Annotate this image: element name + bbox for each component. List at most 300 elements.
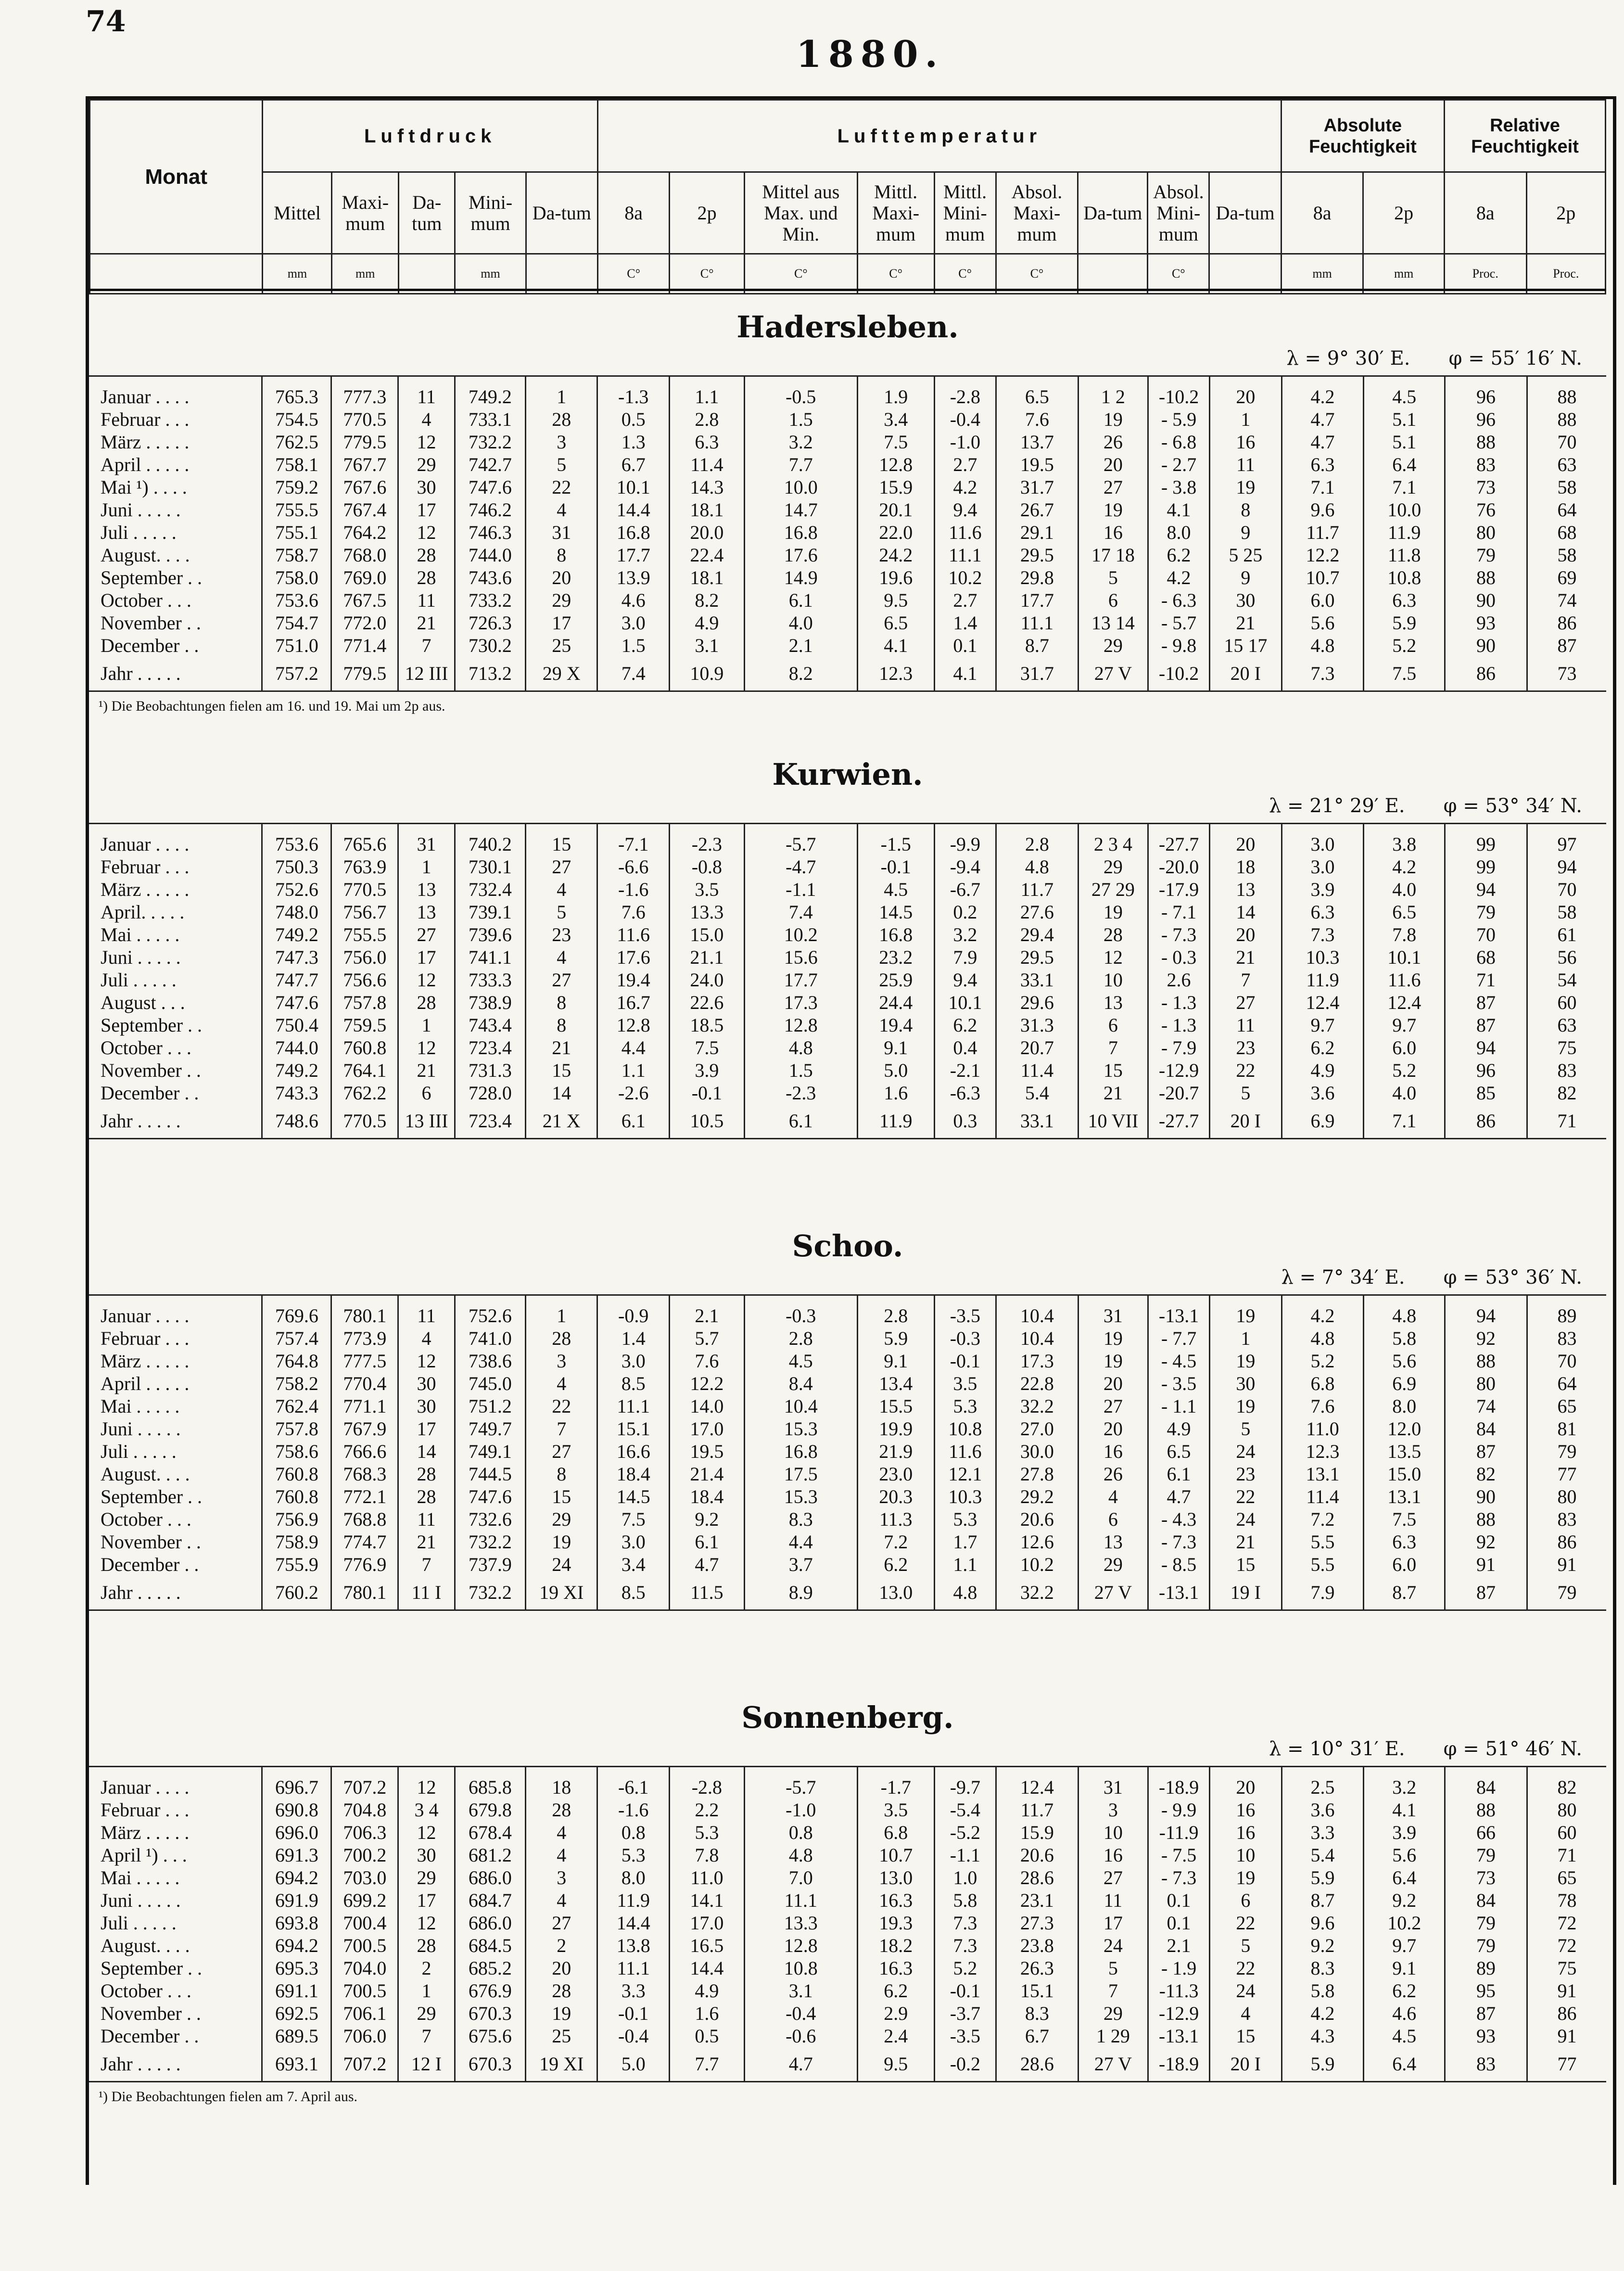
table-cell: 80	[1527, 1485, 1606, 1508]
table-cell: 10.3	[934, 1485, 996, 1508]
table-cell: 5.4	[996, 1082, 1078, 1104]
table-row	[89, 1531, 1606, 1553]
table-cell: 7	[398, 634, 455, 657]
table-cell: 23.8	[996, 1934, 1078, 1957]
month-label: Juni . . . . .	[101, 1889, 181, 1911]
month-label: December . .	[101, 2025, 199, 2047]
station-block	[89, 308, 1606, 721]
station-longitude: λ = 7° 34′ E.	[1281, 1266, 1405, 1289]
table-cell: 21	[398, 1059, 455, 1082]
table-cell: 82	[1527, 1082, 1606, 1104]
table-cell: -11.9	[1148, 1821, 1209, 1844]
table-row	[89, 1979, 1606, 2002]
table-cell: 28	[398, 1485, 455, 1508]
table-cell: 749.2	[455, 376, 525, 408]
unit-cell: C°	[934, 254, 996, 294]
table-cell: 770.5	[331, 408, 398, 431]
table-cell: 60	[1527, 991, 1606, 1014]
table-cell: 1	[1210, 1327, 1281, 1350]
station-name: Schoo.	[792, 1228, 903, 1263]
table-cell: 4.8	[744, 1844, 857, 1866]
table-cell: -0.8	[669, 855, 744, 878]
table-cell: -0.4	[744, 2002, 857, 2025]
station-block	[89, 755, 1606, 1139]
table-cell: 17 18	[1078, 544, 1148, 566]
table-cell: 8.5	[597, 1372, 669, 1395]
table-cell: 3.9	[1281, 878, 1364, 901]
table-row	[89, 521, 1606, 544]
table-cell: 22	[526, 476, 597, 498]
table-cell: 20	[526, 1957, 597, 1979]
table-cell: 29.6	[996, 991, 1078, 1014]
table-cell: 84	[1445, 1767, 1527, 1799]
table-cell: 27	[526, 1912, 597, 1934]
table-cell: 762.2	[331, 1082, 398, 1104]
table-cell: 91	[1527, 1553, 1606, 1576]
table-cell: 29.8	[996, 566, 1078, 589]
table-cell: 0.1	[1148, 1912, 1209, 1934]
table-cell: 58	[1527, 901, 1606, 923]
table-cell: 29.4	[996, 923, 1078, 946]
table-cell: 12.4	[1364, 991, 1445, 1014]
table-cell: 1 2	[1078, 376, 1148, 408]
table-cell: 24	[1210, 1440, 1281, 1463]
table-cell: 79	[1445, 1844, 1527, 1866]
year-total-row	[89, 657, 1606, 691]
table-cell: 706.3	[331, 1821, 398, 1844]
header-col: Mittel aus Max. und Min.	[745, 172, 858, 254]
table-cell: 691.3	[262, 1844, 331, 1866]
table-cell: 26	[1078, 1463, 1148, 1485]
table-cell: 99	[1445, 855, 1527, 878]
table-cell: 15.3	[744, 1485, 857, 1508]
table-cell: 768.8	[331, 1508, 398, 1531]
table-cell: 6.3	[1364, 589, 1445, 612]
table-cell: 6.2	[857, 1979, 934, 2002]
table-cell: 14.5	[857, 901, 934, 923]
table-cell: 10.2	[934, 566, 996, 589]
table-cell: 22.0	[857, 521, 934, 544]
station-name: Sonnenberg.	[741, 1700, 954, 1735]
table-cell: 763.9	[331, 855, 398, 878]
table-cell: 16.8	[744, 521, 857, 544]
table-cell: 684.7	[455, 1889, 525, 1912]
table-cell: 31.7	[996, 476, 1078, 498]
table-cell: 4	[398, 408, 455, 431]
table-cell: 23	[1210, 1036, 1281, 1059]
table-cell: 79	[1445, 1934, 1527, 1957]
month-label: Mai . . . . .	[101, 924, 180, 945]
table-cell: 15	[526, 824, 597, 856]
table-cell: 4.7	[1148, 1485, 1209, 1508]
header-luftdruck: Luftdruck	[263, 100, 598, 172]
table-cell: 743.6	[455, 566, 525, 589]
table-cell: 21	[1078, 1082, 1148, 1104]
table-cell: -2.6	[597, 1082, 669, 1104]
table-cell: - 9.9	[1148, 1799, 1209, 1821]
month-label: October . . .	[101, 1980, 191, 2002]
table-cell: 6.1	[1148, 1463, 1209, 1485]
table-cell: 757.4	[262, 1327, 331, 1350]
table-cell: -20.7	[1148, 1082, 1209, 1104]
table-cell: 780.1	[331, 1295, 398, 1327]
table-cell: 4.7	[669, 1553, 744, 1576]
table-row	[89, 612, 1606, 634]
table-cell: 14.4	[669, 1957, 744, 1979]
table-cell: 19	[1078, 901, 1148, 923]
table-cell: 11	[398, 589, 455, 612]
table-cell: -9.9	[934, 824, 996, 856]
table-cell: 3.3	[597, 1979, 669, 2002]
table-cell: 4.9	[669, 612, 744, 634]
table-cell: 14	[526, 1082, 597, 1104]
table-cell: 0.3	[934, 1104, 996, 1139]
table-cell: 25.9	[857, 969, 934, 991]
table-cell: 33.1	[996, 969, 1078, 991]
table-cell: 6	[1078, 1014, 1148, 1036]
table-cell: 83	[1527, 1508, 1606, 1531]
table-row	[89, 408, 1606, 431]
table-cell: 746.3	[455, 521, 525, 544]
table-cell: 16	[1210, 1799, 1281, 1821]
table-row	[89, 1440, 1606, 1463]
table-cell: 0.1	[934, 634, 996, 657]
table-cell: 11.6	[934, 1440, 996, 1463]
table-row	[89, 1417, 1606, 1440]
table-cell: 5.9	[857, 1327, 934, 1350]
table-cell: 5.4	[1281, 1844, 1364, 1866]
month-label: September . .	[101, 567, 203, 588]
table-cell: 87	[1445, 991, 1527, 1014]
table-cell: 14.0	[669, 1395, 744, 1417]
table-cell: 2.5	[1281, 1767, 1364, 1799]
table-cell: 9	[1210, 521, 1281, 544]
table-cell: 14	[398, 1440, 455, 1463]
table-cell: 4	[526, 1821, 597, 1844]
month-label: April . . . . .	[101, 454, 190, 475]
table-cell: 12.3	[857, 657, 934, 691]
table-cell: 12.8	[744, 1934, 857, 1957]
table-cell: 730.2	[455, 634, 525, 657]
table-cell: 6.9	[1281, 1104, 1364, 1139]
table-cell: 20.0	[669, 521, 744, 544]
table-cell: 733.1	[455, 408, 525, 431]
table-cell: - 7.5	[1148, 1844, 1209, 1866]
table-cell: 11.9	[1364, 521, 1445, 544]
table-cell: 17	[398, 498, 455, 521]
table-cell: 779.5	[331, 431, 398, 453]
table-cell: 3.4	[597, 1553, 669, 1576]
table-cell: 3.2	[1364, 1767, 1445, 1799]
table-cell: -0.6	[744, 2025, 857, 2047]
table-cell: 13	[1078, 991, 1148, 1014]
table-cell: 733.2	[455, 589, 525, 612]
table-cell: 764.8	[262, 1350, 331, 1372]
table-cell: 770.5	[331, 1104, 398, 1139]
table-cell: 68	[1445, 946, 1527, 969]
table-row	[89, 431, 1606, 453]
table-cell: 3	[526, 1866, 597, 1889]
table-cell: 30	[398, 1395, 455, 1417]
table-cell: 16	[1210, 431, 1281, 453]
table-cell: 690.8	[262, 1799, 331, 1821]
table-cell: 5.3	[669, 1821, 744, 1844]
table-cell: 4.4	[744, 1531, 857, 1553]
table-cell: 15.6	[744, 946, 857, 969]
table-cell: - 7.1	[1148, 901, 1209, 923]
table-row	[89, 969, 1606, 991]
table-cell: 706.0	[331, 2025, 398, 2047]
table-cell: 745.0	[455, 1372, 525, 1395]
table-cell: -10.2	[1148, 657, 1209, 691]
table-cell: 77	[1527, 2047, 1606, 2082]
table-cell: 9.1	[857, 1036, 934, 1059]
table-row	[89, 1889, 1606, 1912]
table-cell: 6	[1078, 1508, 1148, 1531]
month-label: August. . . .	[101, 1935, 190, 1956]
table-cell: 6.5	[857, 612, 934, 634]
table-cell: 7.5	[597, 1508, 669, 1531]
table-cell: 12	[398, 521, 455, 544]
table-cell: - 1.3	[1148, 991, 1209, 1014]
month-label: December . .	[101, 1082, 199, 1104]
table-cell: 723.4	[455, 1036, 525, 1059]
table-cell: 732.6	[455, 1508, 525, 1531]
table-row	[89, 1395, 1606, 1417]
month-label: November . .	[101, 612, 201, 634]
table-cell: 22	[1210, 1485, 1281, 1508]
table-cell: 5.3	[597, 1844, 669, 1866]
table-cell: 70	[1527, 878, 1606, 901]
table-cell: 24	[1210, 1508, 1281, 1531]
table-cell: 3.2	[934, 923, 996, 946]
table-cell: 19	[1078, 408, 1148, 431]
table-cell: 6.1	[669, 1531, 744, 1553]
table-cell: 767.5	[331, 589, 398, 612]
table-cell: 695.3	[262, 1957, 331, 1979]
table-cell: 10.3	[1281, 946, 1364, 969]
table-cell: 6.5	[1364, 901, 1445, 923]
table-cell: 25	[526, 634, 597, 657]
table-cell: 29.1	[996, 521, 1078, 544]
table-cell: 1.1	[934, 1553, 996, 1576]
table-cell: - 7.3	[1148, 1866, 1209, 1889]
table-cell: - 1.3	[1148, 1014, 1209, 1036]
table-cell: 740.2	[455, 824, 525, 856]
table-cell: -13.1	[1148, 1576, 1209, 1610]
table-cell: 10	[1078, 969, 1148, 991]
table-cell: -0.1	[934, 1979, 996, 2002]
table-cell: 64	[1527, 1372, 1606, 1395]
table-cell: 18.1	[669, 498, 744, 521]
table-cell: 18	[1210, 855, 1281, 878]
table-cell: 27	[398, 923, 455, 946]
table-cell: 700.5	[331, 1979, 398, 2002]
table-cell: 8	[526, 1463, 597, 1485]
table-cell: 63	[1527, 1014, 1606, 1036]
unit-cell: C°	[996, 254, 1078, 294]
table-cell: -13.1	[1148, 1295, 1209, 1327]
table-cell: 691.1	[262, 1979, 331, 2002]
month-label: Juli . . . . .	[101, 969, 177, 991]
table-cell: 75	[1527, 1036, 1606, 1059]
table-cell: 29 X	[526, 657, 597, 691]
table-cell: 89	[1527, 1295, 1606, 1327]
table-cell: 22	[1210, 1059, 1281, 1082]
table-cell: 3	[1078, 1799, 1148, 1821]
table-cell: 12	[398, 1036, 455, 1059]
table-cell: 15 17	[1210, 634, 1281, 657]
table-cell: 6.1	[744, 1104, 857, 1139]
table-cell: 12	[398, 1767, 455, 1799]
table-cell: -20.0	[1148, 855, 1209, 878]
table-cell: 27 V	[1078, 1576, 1148, 1610]
table-cell: 74	[1445, 1395, 1527, 1417]
table-cell: - 7.3	[1148, 1531, 1209, 1553]
table-cell: 3	[526, 431, 597, 453]
year-total-row	[89, 2047, 1606, 2082]
table-cell: 12.1	[934, 1463, 996, 1485]
table-cell: 4.5	[857, 878, 934, 901]
table-cell: 13 III	[398, 1104, 455, 1139]
header-col: 2p	[670, 172, 745, 254]
table-cell: 752.6	[262, 878, 331, 901]
table-cell: -10.2	[1148, 376, 1209, 408]
table-cell: 6.2	[1148, 544, 1209, 566]
table-row	[89, 376, 1606, 408]
table-cell: 70	[1445, 923, 1527, 946]
table-cell: 26	[1078, 431, 1148, 453]
table-cell: 92	[1445, 1531, 1527, 1553]
table-cell: 10	[1078, 1821, 1148, 1844]
table-cell: 764.1	[331, 1059, 398, 1082]
table-row	[89, 1957, 1606, 1979]
table-cell: 3.6	[1281, 1082, 1364, 1104]
unit-cell: C°	[745, 254, 858, 294]
table-cell: 0.8	[597, 1821, 669, 1844]
table-cell: 6.3	[1281, 453, 1364, 476]
table-cell: 11.4	[669, 453, 744, 476]
table-cell: 6.5	[1148, 1440, 1209, 1463]
table-cell: 7.9	[1281, 1576, 1364, 1610]
month-label: November . .	[101, 1531, 201, 1553]
header-lufttemperatur: Lufttemperatur	[597, 100, 1281, 172]
table-cell: 2.8	[996, 824, 1078, 856]
unit-cell	[399, 254, 455, 294]
table-cell: 4.8	[996, 855, 1078, 878]
table-cell: 6.8	[857, 1821, 934, 1844]
table-cell: 4	[526, 1889, 597, 1912]
table-cell: 2.8	[744, 1327, 857, 1350]
table-cell: 8.5	[597, 1576, 669, 1610]
table-row	[89, 1821, 1606, 1844]
table-cell: 754.7	[262, 612, 331, 634]
table-cell: -0.5	[744, 376, 857, 408]
table-row	[89, 901, 1606, 923]
table-cell: 20.1	[857, 498, 934, 521]
table-cell: 13	[1078, 1531, 1148, 1553]
table-cell: -2.1	[934, 1059, 996, 1082]
month-label: Februar . . .	[101, 1799, 190, 1821]
footnote: ¹) Die Beobachtungen fielen am 16. und 19. Mai um 2p aus.	[99, 698, 445, 714]
table-cell: 6.2	[1281, 1036, 1364, 1059]
table-cell: -0.2	[934, 2047, 996, 2082]
table-cell: - 6.3	[1148, 589, 1209, 612]
table-row	[89, 2002, 1606, 2025]
table-cell: 20.6	[996, 1844, 1078, 1866]
unit-cell: mm	[455, 254, 526, 294]
table-cell: 765.3	[262, 376, 331, 408]
table-cell: 3.5	[934, 1372, 996, 1395]
table-cell: 28.6	[996, 1866, 1078, 1889]
table-cell: 27	[526, 855, 597, 878]
table-cell: -5.4	[934, 1799, 996, 1821]
table-cell: 1.6	[857, 1082, 934, 1104]
table-cell: 21.1	[669, 946, 744, 969]
table-cell: 5.8	[1281, 1979, 1364, 2002]
table-cell: 700.5	[331, 1934, 398, 1957]
table-cell: 6	[1078, 589, 1148, 612]
table-cell: 6.3	[1364, 1531, 1445, 1553]
table-cell: 87	[1445, 1014, 1527, 1036]
table-cell: 6.4	[1364, 453, 1445, 476]
table-cell: 17.7	[744, 969, 857, 991]
table-cell: 744.0	[262, 1036, 331, 1059]
table-cell: 750.3	[262, 855, 331, 878]
table-cell: 686.0	[455, 1912, 525, 1934]
table-cell: 19.3	[857, 1912, 934, 1934]
table-cell: 770.4	[331, 1372, 398, 1395]
table-cell: 66	[1445, 1821, 1527, 1844]
table-cell: 19 XI	[526, 1576, 597, 1610]
station-coordinates	[89, 794, 1606, 823]
month-label: August. . . .	[101, 1463, 190, 1485]
table-cell: 7.3	[1281, 923, 1364, 946]
table-cell: 767.4	[331, 498, 398, 521]
table-cell: 10.5	[669, 1104, 744, 1139]
table-cell: 88	[1445, 431, 1527, 453]
header-col: Maxi-mum	[332, 172, 399, 254]
table-cell: 1	[398, 1979, 455, 2002]
table-cell: -0.1	[934, 1350, 996, 1372]
table-cell: 756.0	[331, 946, 398, 969]
table-cell: 19	[1210, 1866, 1281, 1889]
table-cell: 771.4	[331, 634, 398, 657]
table-cell: 1	[526, 1295, 597, 1327]
table-cell: 6	[398, 1082, 455, 1104]
table-cell: 678.4	[455, 1821, 525, 1844]
table-cell: 4.5	[1364, 2025, 1445, 2047]
month-label: August . . .	[101, 992, 185, 1013]
table-cell: 19	[1078, 1327, 1148, 1350]
table-cell: 21	[1210, 1531, 1281, 1553]
table-cell: 747.3	[262, 946, 331, 969]
table-cell: 24.2	[857, 544, 934, 566]
table-cell: 4.6	[597, 589, 669, 612]
table-cell: 86	[1527, 2002, 1606, 2025]
table-cell: 5.2	[1281, 1350, 1364, 1372]
table-cell: 759.2	[262, 476, 331, 498]
table-cell: 22	[1210, 1912, 1281, 1934]
table-cell: 31.7	[996, 657, 1078, 691]
table-cell: 2.1	[669, 1295, 744, 1327]
table-cell: 748.6	[262, 1104, 331, 1139]
table-cell: 30	[398, 1844, 455, 1866]
table-cell: 21	[1210, 946, 1281, 969]
table-cell: 9.6	[1281, 498, 1364, 521]
table-cell: 19 I	[1210, 1576, 1281, 1610]
page-year-title: 1880.	[796, 33, 944, 76]
